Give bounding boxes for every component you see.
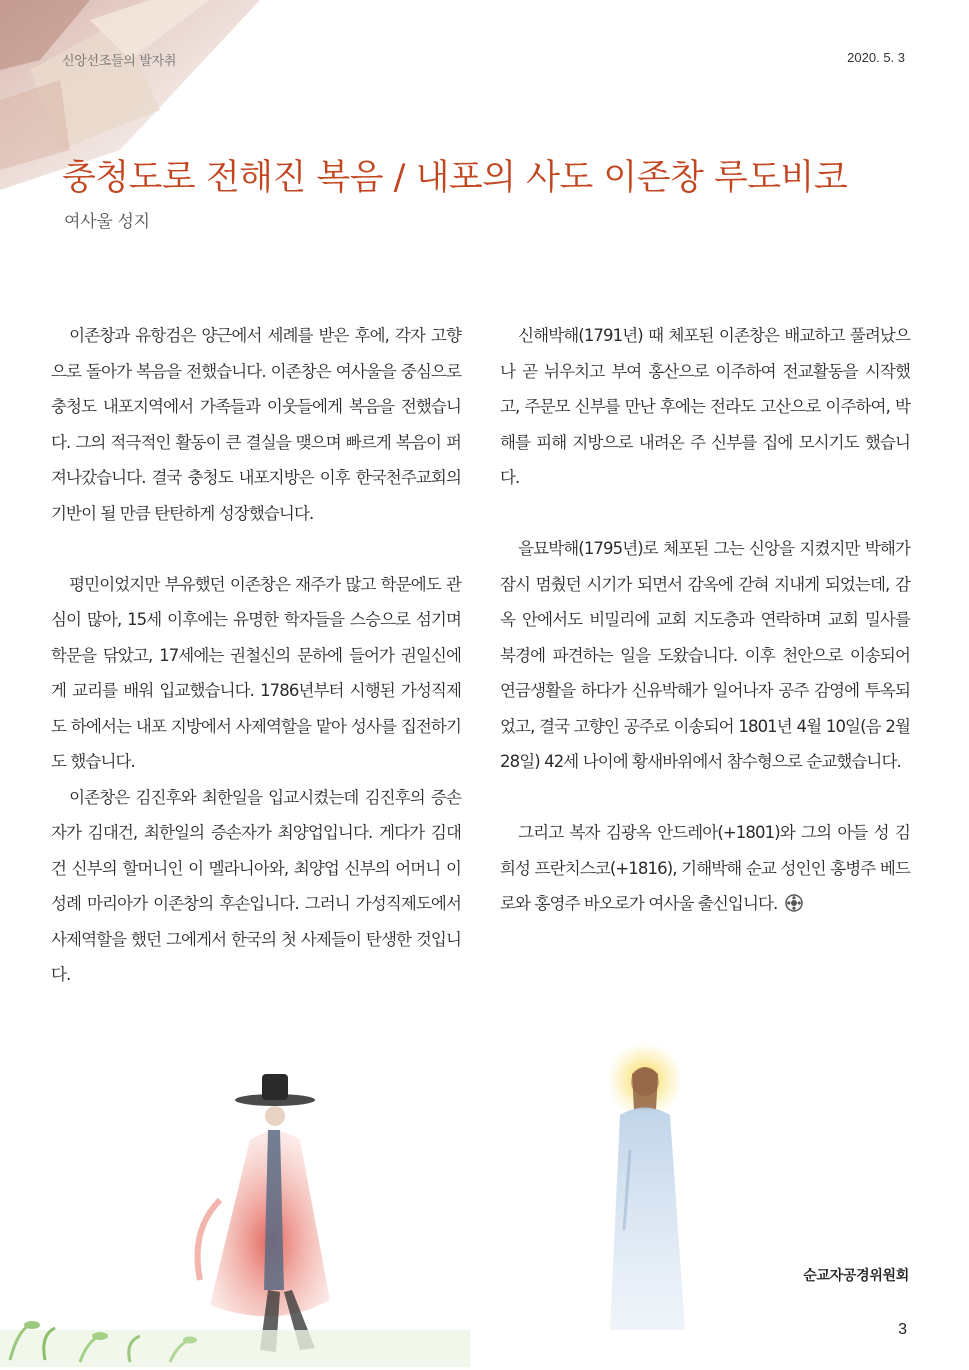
paragraph: 이존창과 유항검은 양근에서 세례를 받은 후에, 각자 고향으로 돌아가 복음을 전했습니다. 이존창은 여사울을 중심으로 충청도 내포지역에서 가족들과 이웃들에게 복음을 전했습니다. 그의 적극적인 활동이 큰 결실을 맺으며 빠르게 복음이 퍼져나갔습니다. 결국 충청도 내포지방은 이후 한국천주교회의 기반이 될 만큼 탄탄하게 성장했습니다. bbox=[51, 326, 461, 523]
issue-date: 2020. 5. 3 bbox=[847, 50, 905, 65]
paragraph: 평민이었지만 부유했던 이존창은 재주가 많고 학문에도 관심이 많아, 15세 이후에는 유명한 학자들을 스승으로 섬기며 학문을 닦았고, 17세에는 권철신의 문하에 들어가 권일신에게 교리를 배워 입교했습니다. 1786년부터 시행된 가성직제도 하에서는 내포 지방에서 사제역할을 맡아 성사를 집전하기도 했습니다. bbox=[51, 574, 461, 771]
left-column bbox=[51, 318, 461, 993]
christ-figure-illustration bbox=[560, 1030, 740, 1340]
article-subtitle: 여사울 성지 bbox=[64, 212, 150, 232]
right-column bbox=[500, 318, 910, 922]
paragraph: 신해박해(1791년) 때 체포된 이존창은 배교하고 풀려났으나 곧 뉘우치고 부여 홍산으로 이주하여 전교활동을 시작했고, 주문모 신부를 만난 후에는 전라도 고산으로 이주하여, 박해를 피해 지방으로 내려온 주 신부를 집에 모시기도 했습니다. bbox=[500, 326, 910, 487]
paragraph-last bbox=[500, 815, 910, 922]
end-mark-icon bbox=[785, 894, 803, 912]
paragraph-text: 그리고 복자 김광옥 안드레아(+1801)와 그의 아들 성 김희성 프란치스코(+1816), 기해박해 순교 성인인 홍병주 베드로와 홍영주 바오로가 여사울 출신입니다. bbox=[500, 823, 910, 913]
paragraph: 이존창은 김진후와 최한일을 입교시켰는데 김진후의 증손자가 김대건, 최한일의 증손자가 최양업입니다. 게다가 김대건 신부의 할머니인 이 멜라니아와, 최양업 신부의 어머니 이성례 마리아가 이존창의 후손입니다. 그러니 가성직제도에서 사제역할을 했던 그에게서 한국의 첫 사제들이 탄생한 것입니다. bbox=[51, 787, 461, 984]
grass-decoration bbox=[0, 1270, 470, 1367]
credit-committee: 순교자공경위원회 bbox=[803, 1268, 909, 1284]
series-title: 신앙선조들의 발자취 bbox=[62, 54, 177, 69]
paragraph: 을묘박해(1795년)로 체포된 그는 신앙을 지켰지만 박해가 잠시 멈췄던 시기가 되면서 감옥에 갇혀 지내게 되었는데, 감옥 안에서도 비밀리에 교회 지도층과 연락하며 교회 밀사를 북경에 파견하는 일을 도왔습니다. 이후 천안으로 이송되어 연금생활을 하다가 신유박해가 일어나자 공주 감영에 투옥되었고, 결국 고향인 공주로 이송되어 1801년 4월 10일(음 2월 28일) 42세 나이에 황새바위에서 참수형으로 순교했습니다. bbox=[500, 539, 910, 771]
page-number: 3 bbox=[898, 1321, 907, 1338]
article-title: 충청도로 전해진 복음 / 내포의 사도 이존창 루도비코 bbox=[62, 158, 848, 198]
